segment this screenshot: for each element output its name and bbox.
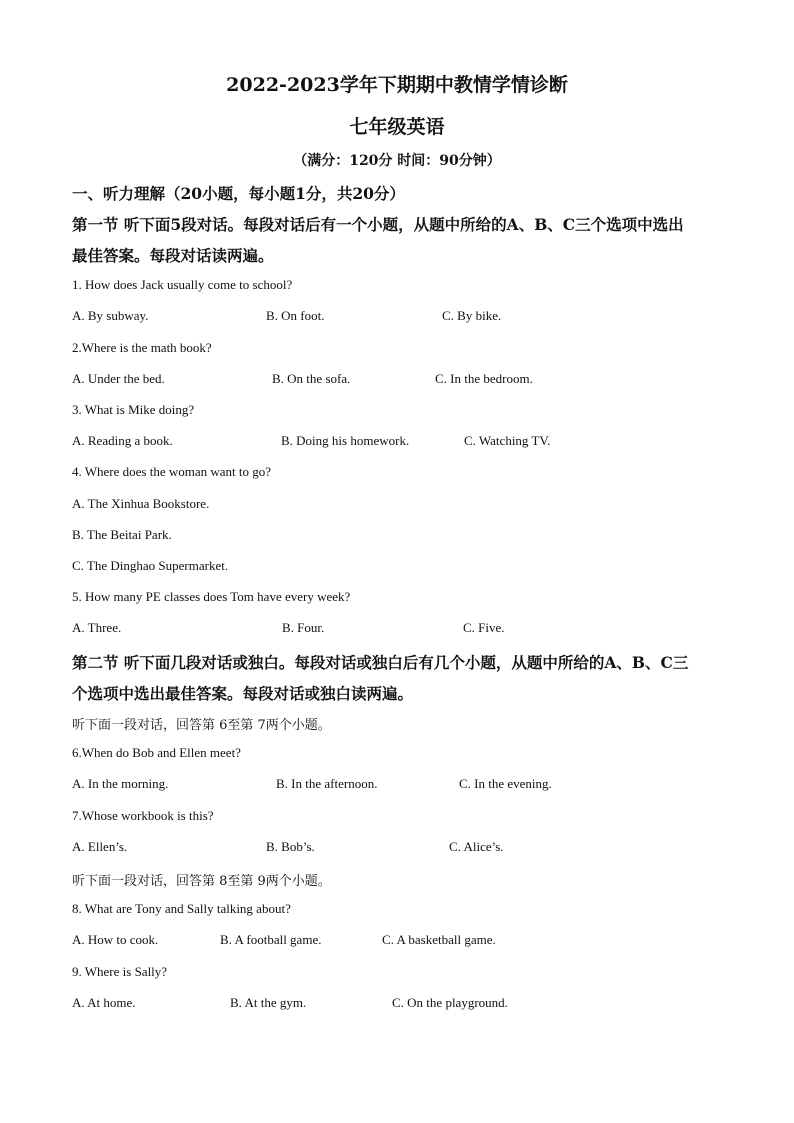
q2-option-b: B. On the sofa. [272, 371, 351, 386]
note-questions-8-9: 听下面一段对话，回答第 8至第 9两个小题。 [72, 874, 331, 889]
q6-option-b: B. In the afternoon. [276, 776, 378, 791]
q4-option-c: C. The Dinghao Supermarket. [72, 558, 229, 573]
question-2: 2.Where is the math book? [72, 340, 212, 355]
question-1: 1. How does Jack usually come to school? [72, 277, 293, 292]
q6-option-c: C. In the evening. [459, 776, 552, 791]
question-5: 5. How many PE classes does Tom have every week? [72, 589, 351, 604]
q9-option-b: B. At the gym. [230, 995, 307, 1010]
question-7: 7.Whose workbook is this? [72, 808, 214, 823]
q5-option-c: C. Five. [463, 620, 505, 635]
question-8: 8. What are Tony and Sally talking about? [72, 901, 291, 916]
page-title: 2022-2023学年下期期中教情学情诊断 [226, 74, 568, 96]
part2-instruction-line1: 第二节 听下面几段对话或独白。每段对话或独白后有几个小题，从题中所给的A、B、C三 [72, 653, 689, 672]
q1-option-b: B. On foot. [266, 308, 325, 323]
q5-option-b: B. Four. [282, 620, 325, 635]
q5-option-a: A. Three. [72, 620, 122, 635]
question-4: 4. Where does the woman want to go? [72, 464, 272, 479]
q7-option-c: C. Alice’s. [449, 839, 504, 854]
part2-instruction-line2: 个选项中选出最佳答案。每段对话或独白读两遍。 [72, 684, 414, 703]
question-3: 3. What is Mike doing? [72, 402, 195, 417]
q1-option-a: A. By subway. [72, 308, 149, 323]
q2-option-a: A. Under the bed. [72, 371, 165, 386]
q8-option-b: B. A football game. [220, 932, 322, 947]
q7-option-b: B. Bob’s. [266, 839, 315, 854]
exam-meta: （满分：120分 时间：90分钟） [293, 153, 501, 169]
section-heading: 一、听力理解（20小题，每小题1分，共20分） [72, 184, 405, 203]
q4-option-b: B. The Beitai Park. [72, 527, 172, 542]
q2-option-c: C. In the bedroom. [435, 371, 533, 386]
q9-option-c: C. On the playground. [392, 995, 508, 1010]
note-questions-6-7: 听下面一段对话，回答第 6至第 7两个小题。 [72, 718, 331, 733]
q3-option-a: A. Reading a book. [72, 433, 173, 448]
q6-option-a: A. In the morning. [72, 776, 169, 791]
q3-option-b: B. Doing his homework. [281, 433, 410, 448]
q8-option-c: C. A basketball game. [382, 932, 496, 947]
q9-option-a: A. At home. [72, 995, 136, 1010]
question-6: 6.When do Bob and Ellen meet? [72, 745, 241, 760]
q8-option-a: A. How to cook. [72, 932, 159, 947]
part1-instruction-line2: 最佳答案。每段对话读两遍。 [72, 246, 274, 265]
part1-instruction-line1: 第一节 听下面5段对话。每段对话后有一个小题，从题中所给的A、B、C三个选项中选出 [72, 215, 684, 234]
question-9: 9. Where is Sally? [72, 964, 168, 979]
q3-option-c: C. Watching TV. [464, 433, 551, 448]
q1-option-c: C. By bike. [442, 308, 502, 323]
q7-option-a: A. Ellen’s. [72, 839, 128, 854]
subject-title: 七年级英语 [349, 116, 445, 138]
q4-option-a: A. The Xinhua Bookstore. [72, 496, 210, 511]
